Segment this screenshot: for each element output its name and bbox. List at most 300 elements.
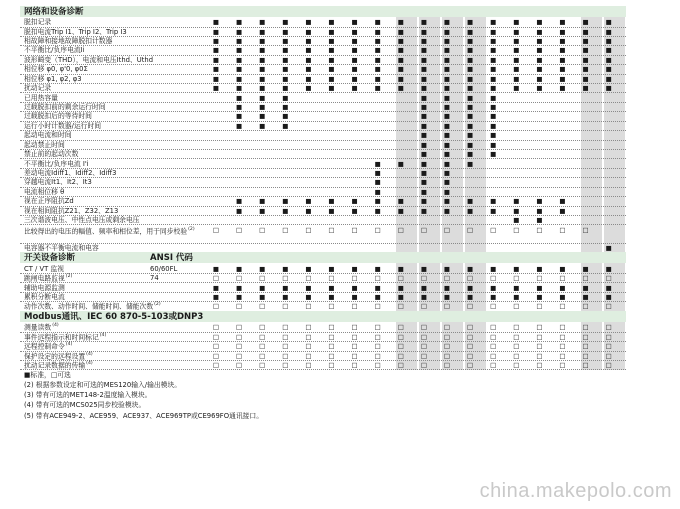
standard-mark: ■ <box>212 46 220 55</box>
optional-mark: □ <box>513 274 520 283</box>
standard-mark: ■ <box>513 206 520 215</box>
row-label: 远程控制命令$^{(4)}$ <box>24 342 73 351</box>
standard-mark: ■ <box>467 46 474 55</box>
standard-mark: ■ <box>374 159 381 168</box>
standard-mark: ■ <box>282 197 289 206</box>
row-label: CT / VT 监视 <box>24 264 65 273</box>
footnote-ref: (4) <box>86 351 93 357</box>
standard-mark: ■ <box>259 93 266 102</box>
standard-mark: ■ <box>605 55 612 64</box>
standard-mark: ■ <box>443 121 451 130</box>
standard-mark: ■ <box>397 84 404 93</box>
standard-mark: ■ <box>559 206 566 215</box>
standard-mark: ■ <box>305 292 312 301</box>
optional-mark: □ <box>305 361 312 370</box>
standard-mark: ■ <box>282 46 289 55</box>
row-label: 脱扣电流Trip I1、Trip I2、Trip I3 <box>24 27 127 36</box>
optional-mark: □ <box>397 361 404 370</box>
row-separator <box>20 292 626 293</box>
optional-mark: □ <box>490 342 497 351</box>
standard-mark: ■ <box>212 65 220 74</box>
standard-mark: ■ <box>513 264 520 273</box>
optional-mark: □ <box>328 225 335 234</box>
standard-mark: ■ <box>236 65 243 74</box>
legend-optional-text: 可选 <box>57 370 71 379</box>
optional-mark: □ <box>351 323 358 332</box>
row-label: 事件远程指示和时间标记$^{(4)}$ <box>24 332 107 342</box>
optional-mark: □ <box>351 302 358 311</box>
standard-mark: ■ <box>443 187 451 196</box>
standard-mark: ■ <box>212 292 220 301</box>
standard-mark: ■ <box>259 112 266 121</box>
standard-mark: ■ <box>467 27 474 36</box>
optional-mark: □ <box>513 361 520 370</box>
standard-mark: ■ <box>351 46 358 55</box>
standard-mark: ■ <box>351 65 358 74</box>
row-separator <box>20 369 626 370</box>
row-label: 穿越电流It1、It2、It3 <box>24 178 92 187</box>
standard-mark: ■ <box>559 46 566 55</box>
optional-mark: □ <box>328 342 335 351</box>
standard-mark: ■ <box>420 187 427 196</box>
standard-mark: ■ <box>536 55 543 64</box>
standard-mark: ■ <box>374 18 381 27</box>
standard-mark: ■ <box>212 264 220 273</box>
standard-mark: ■ <box>490 131 497 140</box>
row-label: 测量读数$^{(4)}$ <box>24 323 59 332</box>
optional-mark: □ <box>212 342 220 351</box>
optional-mark: □ <box>467 332 474 341</box>
row-label: 起动电流和时间 <box>24 131 72 140</box>
standard-mark: ■ <box>282 18 289 27</box>
standard-mark: ■ <box>443 18 451 27</box>
optional-mark: □ <box>605 342 612 351</box>
footnote-ref: (2) <box>65 274 73 280</box>
optional-mark: □ <box>259 274 266 283</box>
optional-mark: □ <box>305 323 312 332</box>
standard-mark: ■ <box>305 55 312 64</box>
standard-mark: ■ <box>443 74 451 83</box>
row-label: 相位移 φ0, φ'0, φ0Σ <box>24 65 88 74</box>
standard-mark: ■ <box>559 27 566 36</box>
standard-mark: ■ <box>328 206 335 215</box>
optional-mark: □ <box>582 225 589 234</box>
standard-mark: ■ <box>443 131 451 140</box>
optional-mark: □ <box>420 342 427 351</box>
standard-mark: ■ <box>282 55 289 64</box>
standard-mark: ■ <box>259 292 266 301</box>
standard-mark: ■ <box>328 283 335 292</box>
standard-mark: ■ <box>490 121 497 130</box>
standard-mark: ■ <box>443 55 451 64</box>
row-separator <box>20 196 626 197</box>
optional-mark: □ <box>328 351 335 360</box>
optional-mark: □ <box>305 342 312 351</box>
standard-mark: ■ <box>259 102 266 111</box>
standard-mark: ■ <box>420 102 427 111</box>
standard-mark: ■ <box>351 283 358 292</box>
standard-mark: ■ <box>490 46 497 55</box>
standard-mark: ■ <box>351 74 358 83</box>
standard-mark: ■ <box>374 55 381 64</box>
standard-mark: ■ <box>443 206 451 215</box>
optional-mark: □ <box>374 323 381 332</box>
optional-mark: □ <box>236 342 243 351</box>
standard-mark: ■ <box>282 206 289 215</box>
optional-mark: □ <box>467 342 474 351</box>
row-label: 电流相位移 θ <box>24 187 65 196</box>
optional-mark: □ <box>513 323 520 332</box>
optional-mark: □ <box>236 274 243 283</box>
row-separator <box>20 102 626 103</box>
standard-mark: ■ <box>259 27 266 36</box>
standard-mark: ■ <box>443 140 451 149</box>
row-label: 相位移 φ1, φ2, φ3 <box>24 74 82 83</box>
standard-mark: ■ <box>559 74 566 83</box>
standard-mark: ■ <box>236 55 243 64</box>
optional-mark: □ <box>443 361 451 370</box>
optional-mark: □ <box>374 342 381 351</box>
standard-mark: ■ <box>212 55 220 64</box>
standard-mark: ■ <box>536 216 543 225</box>
optional-mark: □ <box>582 361 589 370</box>
standard-mark: ■ <box>351 292 358 301</box>
standard-mark: ■ <box>490 292 497 301</box>
standard-mark: ■ <box>328 37 335 46</box>
standard-mark: ■ <box>328 18 335 27</box>
row-separator <box>20 341 626 342</box>
standard-mark: ■ <box>282 264 289 273</box>
standard-mark: ■ <box>212 84 220 93</box>
standard-mark: ■ <box>605 37 612 46</box>
optional-mark: □ <box>605 351 612 360</box>
optional-mark: □ <box>536 332 543 341</box>
row-label: 不平衡比/负序电流Ii <box>24 46 85 55</box>
section-header-bar <box>20 6 626 17</box>
standard-mark: ■ <box>420 55 427 64</box>
standard-mark: ■ <box>490 65 497 74</box>
standard-mark: ■ <box>490 93 497 102</box>
standard-mark: ■ <box>259 18 266 27</box>
optional-mark: □ <box>374 351 381 360</box>
standard-mark: ■ <box>582 27 589 36</box>
standard-mark: ■ <box>305 74 312 83</box>
standard-mark: ■ <box>282 74 289 83</box>
optional-mark: □ <box>282 323 289 332</box>
standard-mark: ■ <box>467 159 474 168</box>
standard-mark: ■ <box>305 84 312 93</box>
standard-mark: ■ <box>351 37 358 46</box>
standard-mark: ■ <box>374 27 381 36</box>
optional-mark: □ <box>282 361 289 370</box>
optional-mark: □ <box>374 332 381 341</box>
standard-mark: ■ <box>605 65 612 74</box>
optional-mark: □ <box>351 225 358 234</box>
optional-mark: □ <box>212 351 220 360</box>
standard-mark: ■ <box>420 65 427 74</box>
row-label: 扰动记录数据的传输$^{(4)}$ <box>24 361 93 370</box>
standard-mark: ■ <box>605 74 612 83</box>
optional-mark: □ <box>282 351 289 360</box>
standard-mark: ■ <box>443 159 451 168</box>
row-separator <box>20 360 626 361</box>
optional-mark: □ <box>282 274 289 283</box>
standard-mark: ■ <box>236 102 243 111</box>
standard-mark: ■ <box>397 18 404 27</box>
watermark: china.makepolo.com <box>479 480 672 502</box>
optional-mark: □ <box>467 274 474 283</box>
optional-mark: □ <box>490 351 497 360</box>
standard-mark: ■ <box>282 121 289 130</box>
standard-mark: ■ <box>605 27 612 36</box>
optional-mark: □ <box>420 225 427 234</box>
standard-mark: ■ <box>582 84 589 93</box>
optional-mark: □ <box>374 225 381 234</box>
standard-mark: ■ <box>212 18 220 27</box>
standard-mark: ■ <box>420 150 427 159</box>
optional-mark: □ <box>328 302 335 311</box>
optional-mark: □ <box>605 332 612 341</box>
standard-mark: ■ <box>443 264 451 273</box>
footnote: (2) 根据参数设定和可选的MES120输入/输出模块。 <box>24 381 182 390</box>
row-separator <box>20 64 626 65</box>
row-label: 起动禁止时间 <box>24 140 65 149</box>
standard-mark: ■ <box>212 37 220 46</box>
standard-mark: ■ <box>328 84 335 93</box>
optional-mark: □ <box>420 302 427 311</box>
standard-mark: ■ <box>490 264 497 273</box>
legend-standard-text: 标准， <box>30 370 51 379</box>
footnote-ref: (2) <box>188 227 195 233</box>
standard-mark: ■ <box>490 84 497 93</box>
standard-mark: ■ <box>397 283 404 292</box>
standard-mark: ■ <box>490 18 497 27</box>
standard-mark: ■ <box>536 84 543 93</box>
standard-mark: ■ <box>374 206 381 215</box>
optional-mark: □ <box>236 332 243 341</box>
optional-mark: □ <box>212 274 220 283</box>
optional-mark: □ <box>582 342 589 351</box>
standard-mark: ■ <box>490 150 497 159</box>
optional-mark: □ <box>351 332 358 341</box>
optional-mark: □ <box>582 332 589 341</box>
row-separator <box>20 243 626 244</box>
standard-mark: ■ <box>420 197 427 206</box>
standard-mark: ■ <box>397 74 404 83</box>
standard-mark: ■ <box>351 55 358 64</box>
standard-mark: ■ <box>490 140 497 149</box>
row-label: 扰动记录 <box>24 84 52 93</box>
optional-mark: □ <box>259 351 266 360</box>
row-label: 电容器不平衡电流和电容 <box>24 243 99 252</box>
optional-mark: □ <box>305 332 312 341</box>
standard-mark: ■ <box>443 93 451 102</box>
standard-mark: ■ <box>513 18 520 27</box>
ansi-code: 60/60FL <box>150 264 178 273</box>
standard-mark: ■ <box>467 140 474 149</box>
standard-mark: ■ <box>282 65 289 74</box>
standard-mark: ■ <box>374 37 381 46</box>
standard-mark: ■ <box>490 283 497 292</box>
standard-mark: ■ <box>282 283 289 292</box>
standard-mark: ■ <box>305 197 312 206</box>
standard-mark: ■ <box>236 206 243 215</box>
standard-mark: ■ <box>397 27 404 36</box>
row-separator <box>20 92 626 93</box>
row-label: 跳闸电路监视$^{(2)}$ <box>24 274 73 283</box>
standard-mark: ■ <box>536 65 543 74</box>
row-label: 累积分断电流 <box>24 292 65 301</box>
standard-mark: ■ <box>420 159 427 168</box>
optional-mark: □ <box>397 302 404 311</box>
optional-mark: □ <box>605 274 612 283</box>
standard-mark: ■ <box>259 55 266 64</box>
row-label: 视在正序阻抗Zd <box>24 197 74 206</box>
standard-mark: ■ <box>236 74 243 83</box>
standard-mark: ■ <box>397 46 404 55</box>
optional-mark: □ <box>420 332 427 341</box>
standard-mark: ■ <box>328 55 335 64</box>
optional-mark: □ <box>443 323 451 332</box>
optional-mark: □ <box>397 351 404 360</box>
standard-mark: ■ <box>443 46 451 55</box>
optional-mark: □ <box>490 302 497 311</box>
row-label: 过载脱扣后的等待时间 <box>24 112 92 121</box>
standard-mark: ■ <box>443 112 451 121</box>
ansi-code-header: ANSI 代码 <box>150 252 193 263</box>
standard-mark: ■ <box>490 102 497 111</box>
standard-mark: ■ <box>443 168 451 177</box>
optional-mark: □ <box>397 332 404 341</box>
standard-mark: ■ <box>374 197 381 206</box>
optional-mark: □ <box>282 332 289 341</box>
standard-mark: ■ <box>536 37 543 46</box>
standard-mark: ■ <box>259 206 266 215</box>
standard-mark: ■ <box>467 18 474 27</box>
standard-mark: ■ <box>605 264 612 273</box>
standard-mark: ■ <box>305 283 312 292</box>
standard-mark: ■ <box>397 55 404 64</box>
standard-mark: ■ <box>467 112 474 121</box>
standard-mark: ■ <box>559 292 566 301</box>
row-separator <box>20 224 626 225</box>
standard-mark: ■ <box>490 197 497 206</box>
standard-mark: ■ <box>536 46 543 55</box>
row-label: 视在相间阻抗Z21、Z32、Z13 <box>24 206 119 215</box>
optional-mark: □ <box>351 274 358 283</box>
standard-mark: ■ <box>420 27 427 36</box>
optional-mark: □ <box>282 225 289 234</box>
standard-mark: ■ <box>467 55 474 64</box>
optional-mark: □ <box>259 323 266 332</box>
standard-mark: ■ <box>397 264 404 273</box>
standard-mark: ■ <box>582 264 589 273</box>
row-label: 保护设定的远程设置$^{(4)}$ <box>24 351 93 360</box>
standard-mark: ■ <box>282 292 289 301</box>
optional-mark: □ <box>559 225 566 234</box>
row-label: 不平衡比/负序电流 I'i <box>24 159 89 168</box>
standard-mark: ■ <box>559 65 566 74</box>
optional-mark: □ <box>236 323 243 332</box>
row-separator <box>20 111 626 112</box>
standard-mark: ■ <box>374 84 381 93</box>
row-separator <box>20 187 626 188</box>
standard-mark: ■ <box>536 292 543 301</box>
optional-mark: □ <box>212 323 220 332</box>
footnote: (5) 带有ACE949-2、ACE959、ACE937、ACE969TP或CE969FO通讯接口。 <box>24 411 264 420</box>
optional-mark: □ <box>397 342 404 351</box>
row-label: 禁止前的起动次数 <box>24 150 79 159</box>
row-label: 波形畸变（THD），电流和电压Ithd、Uthd <box>24 55 154 64</box>
standard-mark: ■ <box>536 264 543 273</box>
standard-mark: ■ <box>397 37 404 46</box>
standard-mark: ■ <box>282 27 289 36</box>
optional-mark: □ <box>559 351 566 360</box>
standard-mark: ■ <box>582 37 589 46</box>
standard-mark: ■ <box>420 121 427 130</box>
optional-mark: □ <box>513 342 520 351</box>
standard-mark: ■ <box>397 159 404 168</box>
optional-mark: □ <box>490 225 497 234</box>
row-label: 辅助电源监测 <box>24 283 65 292</box>
standard-mark: ■ <box>351 84 358 93</box>
optional-mark: □ <box>212 332 220 341</box>
optional-mark: □ <box>490 361 497 370</box>
standard-mark: ■ <box>467 150 474 159</box>
standard-mark: ■ <box>236 112 243 121</box>
standard-mark: ■ <box>212 27 220 36</box>
standard-mark: ■ <box>536 206 543 215</box>
standard-mark: ■ <box>605 292 612 301</box>
standard-mark: ■ <box>420 46 427 55</box>
optional-mark: □ <box>236 302 243 311</box>
optional-mark: □ <box>282 342 289 351</box>
standard-mark: ■ <box>212 283 220 292</box>
optional-mark: □ <box>420 361 427 370</box>
standard-mark: ■ <box>236 27 243 36</box>
standard-mark: ■ <box>305 65 312 74</box>
optional-mark: □ <box>397 274 404 283</box>
standard-mark: ■ <box>443 292 451 301</box>
optional-mark: □ <box>305 351 312 360</box>
row-label: 动作次数、动作时间、储能时间、储能次数$^{(2)}$ <box>24 302 161 311</box>
standard-mark: ■ <box>236 84 243 93</box>
optional-mark: □ <box>513 351 520 360</box>
standard-mark: ■ <box>443 197 451 206</box>
section-title: 网络和设备诊断 <box>24 6 84 17</box>
standard-mark: ■ <box>443 102 451 111</box>
standard-mark: ■ <box>513 37 520 46</box>
optional-mark: □ <box>351 351 358 360</box>
standard-mark: ■ <box>513 74 520 83</box>
footnote-ref: (4) <box>86 361 93 367</box>
row-label: 过载脱扣前的剩余运行时间 <box>24 102 106 111</box>
standard-mark: ■ <box>397 292 404 301</box>
row-label: 脱扣记录 <box>24 18 52 27</box>
standard-mark: ■ <box>582 18 589 27</box>
standard-mark: ■ <box>420 131 427 140</box>
optional-mark: □ <box>536 274 543 283</box>
standard-mark: ■ <box>420 206 427 215</box>
standard-mark: ■ <box>328 197 335 206</box>
standard-mark: ■ <box>328 292 335 301</box>
standard-mark: ■ <box>420 84 427 93</box>
legend-standard-symbol: ■ <box>24 370 31 379</box>
optional-mark: □ <box>236 351 243 360</box>
standard-mark: ■ <box>443 84 451 93</box>
optional-mark: □ <box>259 342 266 351</box>
standard-mark: ■ <box>536 197 543 206</box>
